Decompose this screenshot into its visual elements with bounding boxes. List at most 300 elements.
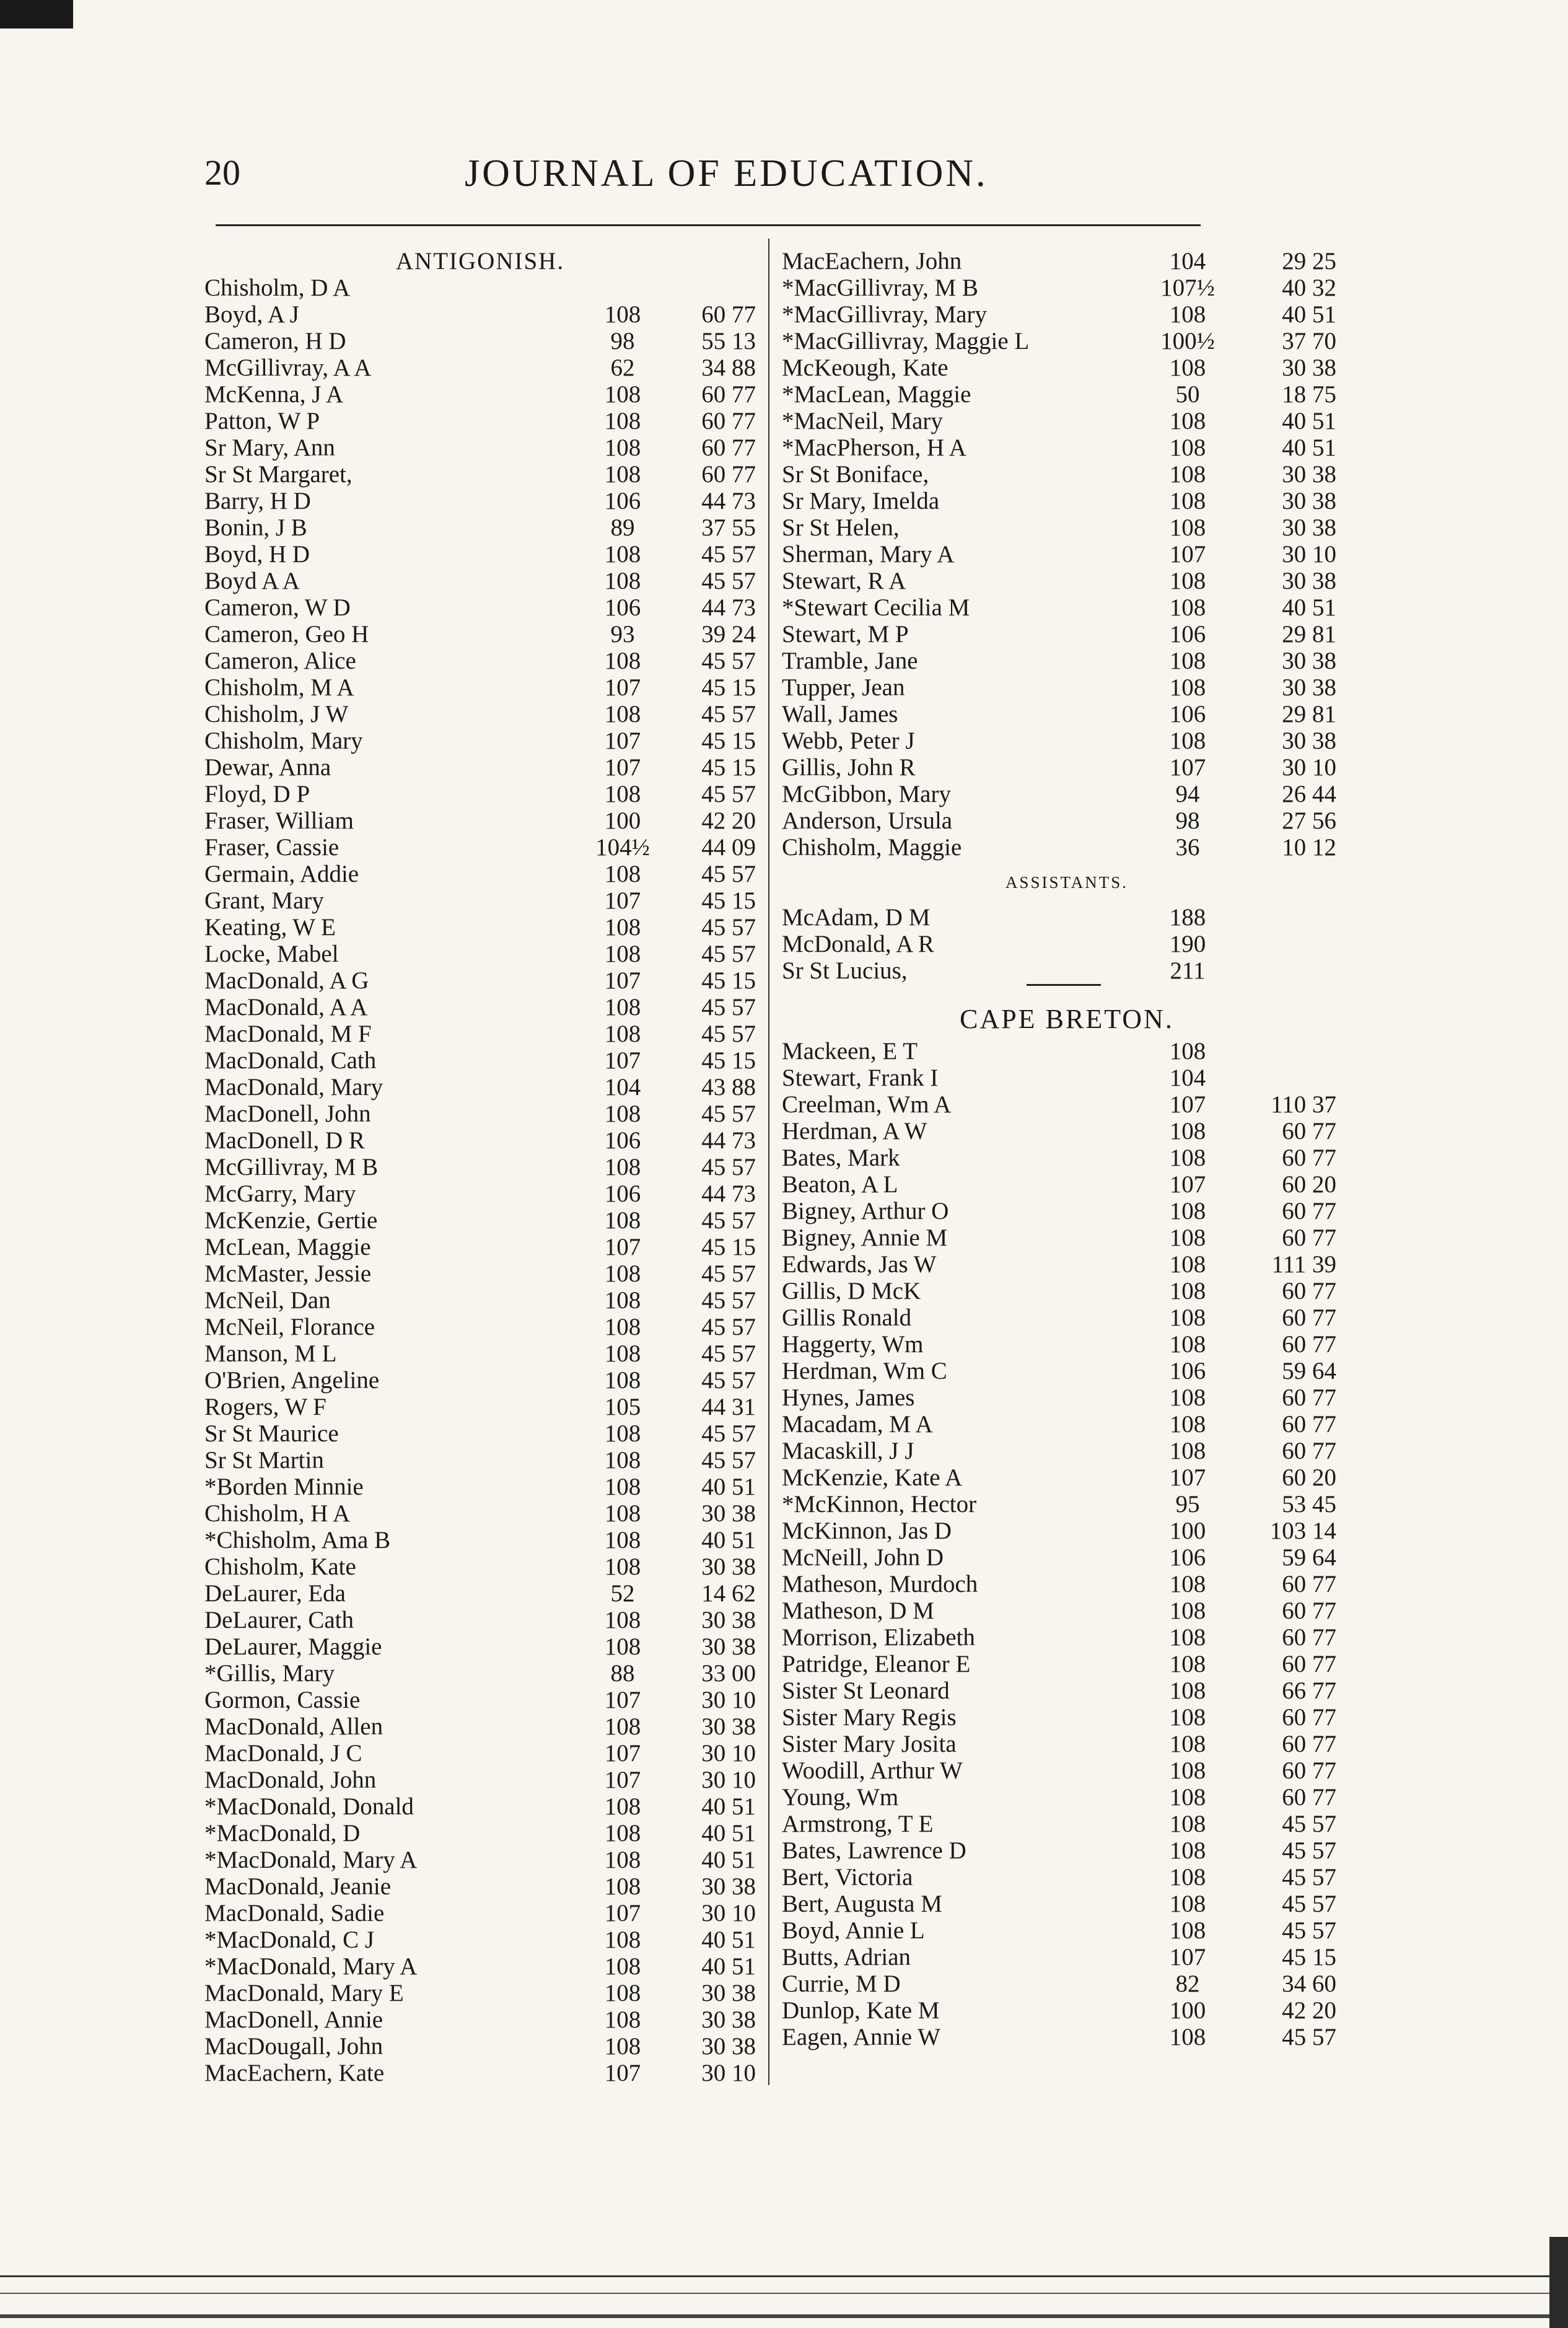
teacher-name: Sister Mary Regis bbox=[782, 1704, 957, 1731]
grant-amount: 30 38 bbox=[701, 1553, 756, 1580]
teacher-name: DeLaurer, Eda bbox=[204, 1580, 346, 1607]
grant-amount: 45 57 bbox=[701, 941, 756, 967]
teacher-name: Dunlop, Kate M bbox=[782, 1997, 940, 2024]
grant-amount: 27 56 bbox=[1282, 807, 1336, 834]
grant-amount: 44 73 bbox=[701, 1127, 756, 1154]
table-row bbox=[782, 1144, 1352, 1171]
table-row bbox=[782, 408, 1352, 434]
footer-rule bbox=[0, 2293, 1568, 2294]
footer-rule bbox=[0, 2314, 1568, 2318]
days-taught: 104 bbox=[1169, 248, 1206, 275]
table-row bbox=[204, 781, 756, 807]
days-taught: 107 bbox=[604, 1900, 641, 1926]
teacher-name: Boyd, H D bbox=[204, 541, 310, 568]
table-row bbox=[204, 1180, 756, 1207]
grant-amount: 59 64 bbox=[1282, 1358, 1336, 1384]
days-taught: 108 bbox=[1169, 1198, 1206, 1224]
grant-amount: 45 57 bbox=[701, 648, 756, 674]
grant-amount: 30 38 bbox=[701, 2033, 756, 2060]
table-row bbox=[782, 1038, 1352, 1065]
table-row bbox=[204, 967, 756, 994]
days-taught: 108 bbox=[1169, 1651, 1206, 1677]
teacher-name: Wall, James bbox=[782, 701, 898, 727]
teacher-name: Stewart, R A bbox=[782, 568, 906, 594]
days-taught: 108 bbox=[1169, 1837, 1206, 1864]
table-row bbox=[204, 1793, 756, 1820]
grant-amount: 60 77 bbox=[1282, 1144, 1336, 1171]
table-row bbox=[782, 1731, 1352, 1757]
teacher-name: Eagen, Annie W bbox=[782, 2024, 940, 2050]
teacher-name: McAdam, D M bbox=[782, 904, 931, 931]
table-row bbox=[204, 328, 756, 354]
table-row bbox=[204, 834, 756, 861]
teacher-name: Macaskill, J J bbox=[782, 1438, 914, 1464]
table-row bbox=[204, 941, 756, 967]
days-taught: 108 bbox=[1169, 1384, 1206, 1411]
grant-amount: 60 77 bbox=[701, 408, 756, 434]
grant-amount: 45 57 bbox=[701, 701, 756, 727]
days-taught: 107 bbox=[604, 674, 641, 701]
grant-amount: 45 15 bbox=[1282, 1944, 1336, 1970]
table-row bbox=[782, 1917, 1352, 1944]
column-divider bbox=[768, 239, 769, 2085]
teacher-name: Creelman, Wm A bbox=[782, 1091, 952, 1118]
days-taught: 108 bbox=[1169, 1251, 1206, 1278]
grant-amount: 30 38 bbox=[701, 1607, 756, 1633]
table-row bbox=[782, 1970, 1352, 1997]
table-row bbox=[204, 1367, 756, 1394]
teacher-name: McKinnon, Jas D bbox=[782, 1518, 952, 1544]
teacher-name: Macadam, M A bbox=[782, 1411, 933, 1438]
grant-amount: 66 77 bbox=[1282, 1677, 1336, 1704]
teacher-name: Sherman, Mary A bbox=[782, 541, 955, 568]
table-row bbox=[204, 1314, 756, 1340]
days-taught: 82 bbox=[1175, 1970, 1200, 1997]
grant-amount: 44 73 bbox=[701, 488, 756, 514]
grant-amount: 45 57 bbox=[1282, 1811, 1336, 1837]
grant-amount: 40 51 bbox=[701, 1474, 756, 1500]
teacher-name: *MacGillivray, Mary bbox=[782, 301, 988, 328]
teacher-name: *MacNeil, Mary bbox=[782, 408, 943, 434]
days-taught: 108 bbox=[1169, 488, 1206, 514]
teacher-name: MacDonald, M F bbox=[204, 1021, 372, 1047]
table-row bbox=[204, 2006, 756, 2033]
table-row bbox=[204, 1953, 756, 1980]
days-taught: 108 bbox=[1169, 1438, 1206, 1464]
teacher-name: *MacDonald, Mary A bbox=[204, 1953, 418, 1980]
teacher-name: Boyd, A J bbox=[204, 301, 299, 328]
grant-amount: 29 25 bbox=[1282, 248, 1336, 275]
table-row bbox=[782, 1704, 1352, 1731]
grant-amount: 40 51 bbox=[1282, 301, 1336, 328]
teacher-name: McLean, Maggie bbox=[204, 1234, 371, 1260]
table-row bbox=[782, 1118, 1352, 1144]
right-column bbox=[782, 248, 1352, 2050]
teacher-name: McMaster, Jessie bbox=[204, 1260, 372, 1287]
teacher-name: *MacDonald, D bbox=[204, 1820, 361, 1847]
table-row bbox=[204, 994, 756, 1021]
grant-amount: 45 15 bbox=[701, 887, 756, 914]
days-taught: 108 bbox=[1169, 1278, 1206, 1304]
grant-amount: 30 38 bbox=[701, 2006, 756, 2033]
table-row bbox=[204, 1154, 756, 1180]
table-row bbox=[782, 1757, 1352, 1784]
table-row bbox=[782, 1304, 1352, 1331]
table-row bbox=[204, 1021, 756, 1047]
table-row bbox=[204, 1447, 756, 1474]
grant-amount: 37 55 bbox=[701, 514, 756, 541]
teacher-name: Matheson, D M bbox=[782, 1597, 934, 1624]
table-row bbox=[782, 541, 1352, 568]
grant-amount: 60 77 bbox=[701, 301, 756, 328]
table-row bbox=[204, 1607, 756, 1633]
teacher-name: *McKinnon, Hector bbox=[782, 1491, 977, 1518]
days-taught: 108 bbox=[604, 994, 641, 1021]
assistants-list bbox=[782, 904, 1352, 984]
teacher-name: Herdman, A W bbox=[782, 1118, 927, 1144]
table-row bbox=[204, 701, 756, 727]
days-taught: 108 bbox=[1169, 434, 1206, 461]
teacher-name: MacDonald, Sadie bbox=[204, 1900, 385, 1926]
grant-amount: 45 57 bbox=[701, 1314, 756, 1340]
grant-amount: 30 38 bbox=[701, 1500, 756, 1527]
days-taught: 108 bbox=[604, 1340, 641, 1367]
teacher-name: Sr St Martin bbox=[204, 1447, 324, 1474]
grant-amount: 30 38 bbox=[1282, 648, 1336, 674]
table-row bbox=[204, 1553, 756, 1580]
teacher-name: Edwards, Jas W bbox=[782, 1251, 937, 1278]
days-taught: 107 bbox=[604, 1047, 641, 1074]
grant-amount: 18 75 bbox=[1282, 381, 1336, 408]
grant-amount: 60 77 bbox=[1282, 1118, 1336, 1144]
teacher-name: McNeil, Dan bbox=[204, 1287, 331, 1314]
grant-amount: 55 13 bbox=[701, 328, 756, 354]
table-row bbox=[782, 1624, 1352, 1651]
days-taught: 108 bbox=[604, 1154, 641, 1180]
table-row bbox=[782, 1811, 1352, 1837]
days-taught: 108 bbox=[604, 2033, 641, 2060]
antigonish-heading: ANTIGONISH. bbox=[395, 248, 565, 275]
teacher-name: Grant, Mary bbox=[204, 887, 324, 914]
teacher-name: Sr St Maurice bbox=[204, 1420, 339, 1447]
teacher-name: McGibbon, Mary bbox=[782, 781, 951, 807]
table-row bbox=[204, 1767, 756, 1793]
teacher-name: Patton, W P bbox=[204, 408, 320, 434]
days-taught: 89 bbox=[610, 514, 635, 541]
table-row bbox=[204, 1873, 756, 1900]
days-taught: 107 bbox=[604, 1740, 641, 1767]
grant-amount: 45 57 bbox=[701, 541, 756, 568]
table-row bbox=[204, 275, 756, 301]
days-taught: 50 bbox=[1175, 381, 1200, 408]
teacher-name: MacDonell, John bbox=[204, 1100, 371, 1127]
days-taught: 108 bbox=[604, 1260, 641, 1287]
grant-amount: 45 57 bbox=[701, 994, 756, 1021]
days-taught: 105 bbox=[604, 1394, 641, 1420]
grant-amount: 14 62 bbox=[701, 1580, 756, 1607]
table-row bbox=[782, 1518, 1352, 1544]
table-row bbox=[204, 1340, 756, 1367]
days-taught: 108 bbox=[1169, 1331, 1206, 1358]
days-taught: 106 bbox=[604, 488, 641, 514]
grant-amount: 45 57 bbox=[1282, 1864, 1336, 1891]
table-row bbox=[782, 807, 1352, 834]
teacher-name: Herdman, Wm C bbox=[782, 1358, 947, 1384]
days-taught: 190 bbox=[1169, 931, 1206, 957]
teacher-name: Webb, Peter J bbox=[782, 727, 915, 754]
grant-amount: 29 81 bbox=[1282, 621, 1336, 648]
table-row bbox=[204, 1926, 756, 1953]
teacher-name: Armstrong, T E bbox=[782, 1811, 934, 1837]
grant-amount: 45 57 bbox=[701, 1340, 756, 1367]
days-taught: 107 bbox=[604, 727, 641, 754]
teacher-name: *Gillis, Mary bbox=[204, 1660, 335, 1687]
days-taught: 108 bbox=[1169, 568, 1206, 594]
table-row bbox=[782, 1677, 1352, 1704]
table-row bbox=[782, 328, 1352, 354]
days-taught: 108 bbox=[604, 1607, 641, 1633]
table-row bbox=[782, 1091, 1352, 1118]
grant-amount: 30 10 bbox=[701, 1900, 756, 1926]
grant-amount: 45 57 bbox=[1282, 2024, 1336, 2050]
grant-amount: 30 38 bbox=[1282, 488, 1336, 514]
days-taught: 108 bbox=[1169, 1677, 1206, 1704]
teacher-name: McKenna, J A bbox=[204, 381, 344, 408]
table-row bbox=[204, 754, 756, 781]
grant-amount: 30 38 bbox=[701, 1633, 756, 1660]
days-taught: 108 bbox=[1169, 1304, 1206, 1331]
grant-amount: 111 39 bbox=[1271, 1251, 1336, 1278]
teacher-name: Bates, Lawrence D bbox=[782, 1837, 966, 1864]
days-taught: 108 bbox=[1169, 1038, 1206, 1065]
teacher-name: Barry, H D bbox=[204, 488, 311, 514]
teacher-name: Gormon, Cassie bbox=[204, 1687, 361, 1713]
grant-amount: 30 10 bbox=[701, 2060, 756, 2086]
grant-amount: 30 10 bbox=[1282, 754, 1336, 781]
days-taught: 107 bbox=[1169, 1091, 1206, 1118]
table-row bbox=[204, 1474, 756, 1500]
teacher-name: *MacGillivray, M B bbox=[782, 275, 979, 301]
table-row bbox=[204, 434, 756, 461]
antigonish-list bbox=[204, 275, 756, 2086]
grant-amount: 30 38 bbox=[1282, 354, 1336, 381]
cape-breton-list bbox=[782, 1038, 1352, 2050]
teacher-name: *MacDonald, Mary A bbox=[204, 1847, 418, 1873]
days-taught: 108 bbox=[1169, 1571, 1206, 1597]
grant-amount: 45 15 bbox=[701, 727, 756, 754]
teacher-name: Bonin, J B bbox=[204, 514, 307, 541]
grant-amount: 43 88 bbox=[701, 1074, 756, 1100]
table-row bbox=[782, 701, 1352, 727]
days-taught: 108 bbox=[604, 1633, 641, 1660]
grant-amount: 45 15 bbox=[701, 674, 756, 701]
table-row bbox=[204, 1847, 756, 1873]
table-row bbox=[204, 1500, 756, 1527]
teacher-name: *MacLean, Maggie bbox=[782, 381, 971, 408]
table-row bbox=[782, 1198, 1352, 1224]
grant-amount: 30 10 bbox=[701, 1687, 756, 1713]
grant-amount: 30 38 bbox=[1282, 568, 1336, 594]
grant-amount: 60 77 bbox=[1282, 1624, 1336, 1651]
grant-amount: 40 51 bbox=[1282, 594, 1336, 621]
grant-amount: 29 81 bbox=[1282, 701, 1336, 727]
teacher-name: Chisholm, J W bbox=[204, 701, 349, 727]
table-row bbox=[782, 1784, 1352, 1811]
grant-amount: 45 15 bbox=[701, 754, 756, 781]
grant-amount: 40 51 bbox=[701, 1820, 756, 1847]
table-row bbox=[782, 1651, 1352, 1677]
teacher-name: Patridge, Eleanor E bbox=[782, 1651, 971, 1677]
table-row bbox=[782, 1491, 1352, 1518]
teacher-name: *MacDonald, C J bbox=[204, 1926, 375, 1953]
table-row bbox=[204, 1260, 756, 1287]
teacher-name: Gillis, D McK bbox=[782, 1278, 921, 1304]
table-row bbox=[782, 2024, 1352, 2050]
grant-amount: 33 00 bbox=[701, 1660, 756, 1687]
teacher-name: MacDonell, D R bbox=[204, 1127, 365, 1154]
grant-amount: 103 14 bbox=[1269, 1518, 1336, 1544]
teacher-name: Sr Mary, Imelda bbox=[782, 488, 940, 514]
days-taught: 108 bbox=[604, 1500, 641, 1527]
grant-amount: 44 09 bbox=[701, 834, 756, 861]
teacher-name: Sr Mary, Ann bbox=[204, 434, 335, 461]
days-taught: 106 bbox=[1169, 1358, 1206, 1384]
teacher-name: Fraser, Cassie bbox=[204, 834, 339, 861]
teacher-name: Sr St Helen, bbox=[782, 514, 900, 541]
teacher-name: Bert, Victoria bbox=[782, 1864, 913, 1891]
days-taught: 107 bbox=[604, 1767, 641, 1793]
table-row bbox=[204, 461, 756, 488]
table-row bbox=[204, 727, 756, 754]
teacher-name: McNeill, John D bbox=[782, 1544, 944, 1571]
table-row bbox=[204, 1687, 756, 1713]
corner-ink-mark bbox=[0, 0, 73, 29]
teacher-name: DeLaurer, Maggie bbox=[204, 1633, 382, 1660]
teacher-name: McGarry, Mary bbox=[204, 1180, 356, 1207]
teacher-name: Bigney, Annie M bbox=[782, 1224, 948, 1251]
grant-amount: 45 57 bbox=[1282, 1917, 1336, 1944]
grant-amount: 39 24 bbox=[701, 621, 756, 648]
table-row bbox=[204, 807, 756, 834]
table-row bbox=[782, 1837, 1352, 1864]
teacher-name: Stewart, Frank I bbox=[782, 1065, 939, 1091]
days-taught: 107 bbox=[1169, 1171, 1206, 1198]
left-column bbox=[204, 248, 756, 2086]
teacher-name: Currie, M D bbox=[782, 1970, 901, 1997]
table-row bbox=[782, 727, 1352, 754]
table-row bbox=[204, 2033, 756, 2060]
grant-amount: 44 31 bbox=[701, 1394, 756, 1420]
table-row bbox=[782, 1331, 1352, 1358]
table-row bbox=[782, 1065, 1352, 1091]
teacher-name: McKenzie, Kate A bbox=[782, 1464, 963, 1491]
days-taught: 108 bbox=[1169, 301, 1206, 328]
teacher-name: Rogers, W F bbox=[204, 1394, 326, 1420]
table-row bbox=[782, 931, 1352, 957]
grant-amount: 30 10 bbox=[701, 1767, 756, 1793]
table-row bbox=[782, 1358, 1352, 1384]
grant-amount: 30 38 bbox=[701, 1980, 756, 2006]
days-taught: 107 bbox=[604, 1234, 641, 1260]
grant-amount: 45 57 bbox=[701, 1100, 756, 1127]
days-taught: 108 bbox=[604, 648, 641, 674]
days-taught: 108 bbox=[1169, 648, 1206, 674]
days-taught: 108 bbox=[1169, 1757, 1206, 1784]
days-taught: 108 bbox=[604, 1021, 641, 1047]
header-rule bbox=[216, 224, 1201, 226]
days-taught: 104 bbox=[604, 1074, 641, 1100]
days-taught: 107½ bbox=[1160, 275, 1215, 301]
days-taught: 108 bbox=[604, 1474, 641, 1500]
teacher-name: Sr St Margaret, bbox=[204, 461, 353, 488]
table-row bbox=[782, 754, 1352, 781]
table-row bbox=[782, 1944, 1352, 1970]
teacher-name: Young, Wm bbox=[782, 1784, 899, 1811]
days-taught: 108 bbox=[604, 1100, 641, 1127]
grant-amount: 42 20 bbox=[1282, 1997, 1336, 2024]
table-row bbox=[204, 1100, 756, 1127]
teacher-name: Morrison, Elizabeth bbox=[782, 1624, 975, 1651]
grant-amount: 60 77 bbox=[1282, 1278, 1336, 1304]
grant-amount: 40 51 bbox=[701, 1953, 756, 1980]
table-row bbox=[782, 1864, 1352, 1891]
table-row bbox=[782, 1464, 1352, 1491]
teacher-name: Chisholm, H A bbox=[204, 1500, 351, 1527]
table-row bbox=[204, 1740, 756, 1767]
teacher-name: McGillivray, A A bbox=[204, 354, 372, 381]
teacher-name: Chisholm, M A bbox=[204, 674, 354, 701]
days-taught: 62 bbox=[610, 354, 635, 381]
grant-amount: 45 15 bbox=[701, 1047, 756, 1074]
grant-amount: 45 57 bbox=[701, 1420, 756, 1447]
grant-amount: 60 77 bbox=[1282, 1757, 1336, 1784]
table-row bbox=[782, 1571, 1352, 1597]
days-taught: 108 bbox=[604, 568, 641, 594]
grant-amount: 40 51 bbox=[1282, 408, 1336, 434]
days-taught: 108 bbox=[604, 408, 641, 434]
days-taught: 100½ bbox=[1160, 328, 1215, 354]
table-row bbox=[782, 1597, 1352, 1624]
grant-amount: 60 77 bbox=[1282, 1704, 1336, 1731]
table-row bbox=[204, 914, 756, 941]
teacher-name: Hynes, James bbox=[782, 1384, 915, 1411]
table-row bbox=[204, 621, 756, 648]
table-row bbox=[204, 1713, 756, 1740]
table-row bbox=[204, 861, 756, 887]
teacher-name: Bates, Mark bbox=[782, 1144, 900, 1171]
grant-amount: 45 57 bbox=[701, 1260, 756, 1287]
days-taught: 107 bbox=[1169, 1944, 1206, 1970]
table-row bbox=[782, 275, 1352, 301]
days-taught: 93 bbox=[610, 621, 635, 648]
table-row bbox=[204, 674, 756, 701]
days-taught: 106 bbox=[1169, 1544, 1206, 1571]
grant-amount: 60 20 bbox=[1282, 1171, 1336, 1198]
grant-amount: 45 57 bbox=[701, 861, 756, 887]
table-row bbox=[782, 461, 1352, 488]
days-taught: 108 bbox=[604, 1793, 641, 1820]
page-number: 20 bbox=[204, 152, 240, 193]
teacher-name: Fraser, William bbox=[204, 807, 354, 834]
teacher-name: Stewart, M P bbox=[782, 621, 909, 648]
days-taught: 108 bbox=[604, 1953, 641, 1980]
grant-amount: 60 77 bbox=[1282, 1304, 1336, 1331]
page-edge-mark bbox=[1549, 2237, 1568, 2328]
grant-amount: 45 57 bbox=[1282, 1891, 1336, 1917]
days-taught: 106 bbox=[1169, 621, 1206, 648]
grant-amount: 40 32 bbox=[1282, 275, 1336, 301]
table-row bbox=[782, 621, 1352, 648]
